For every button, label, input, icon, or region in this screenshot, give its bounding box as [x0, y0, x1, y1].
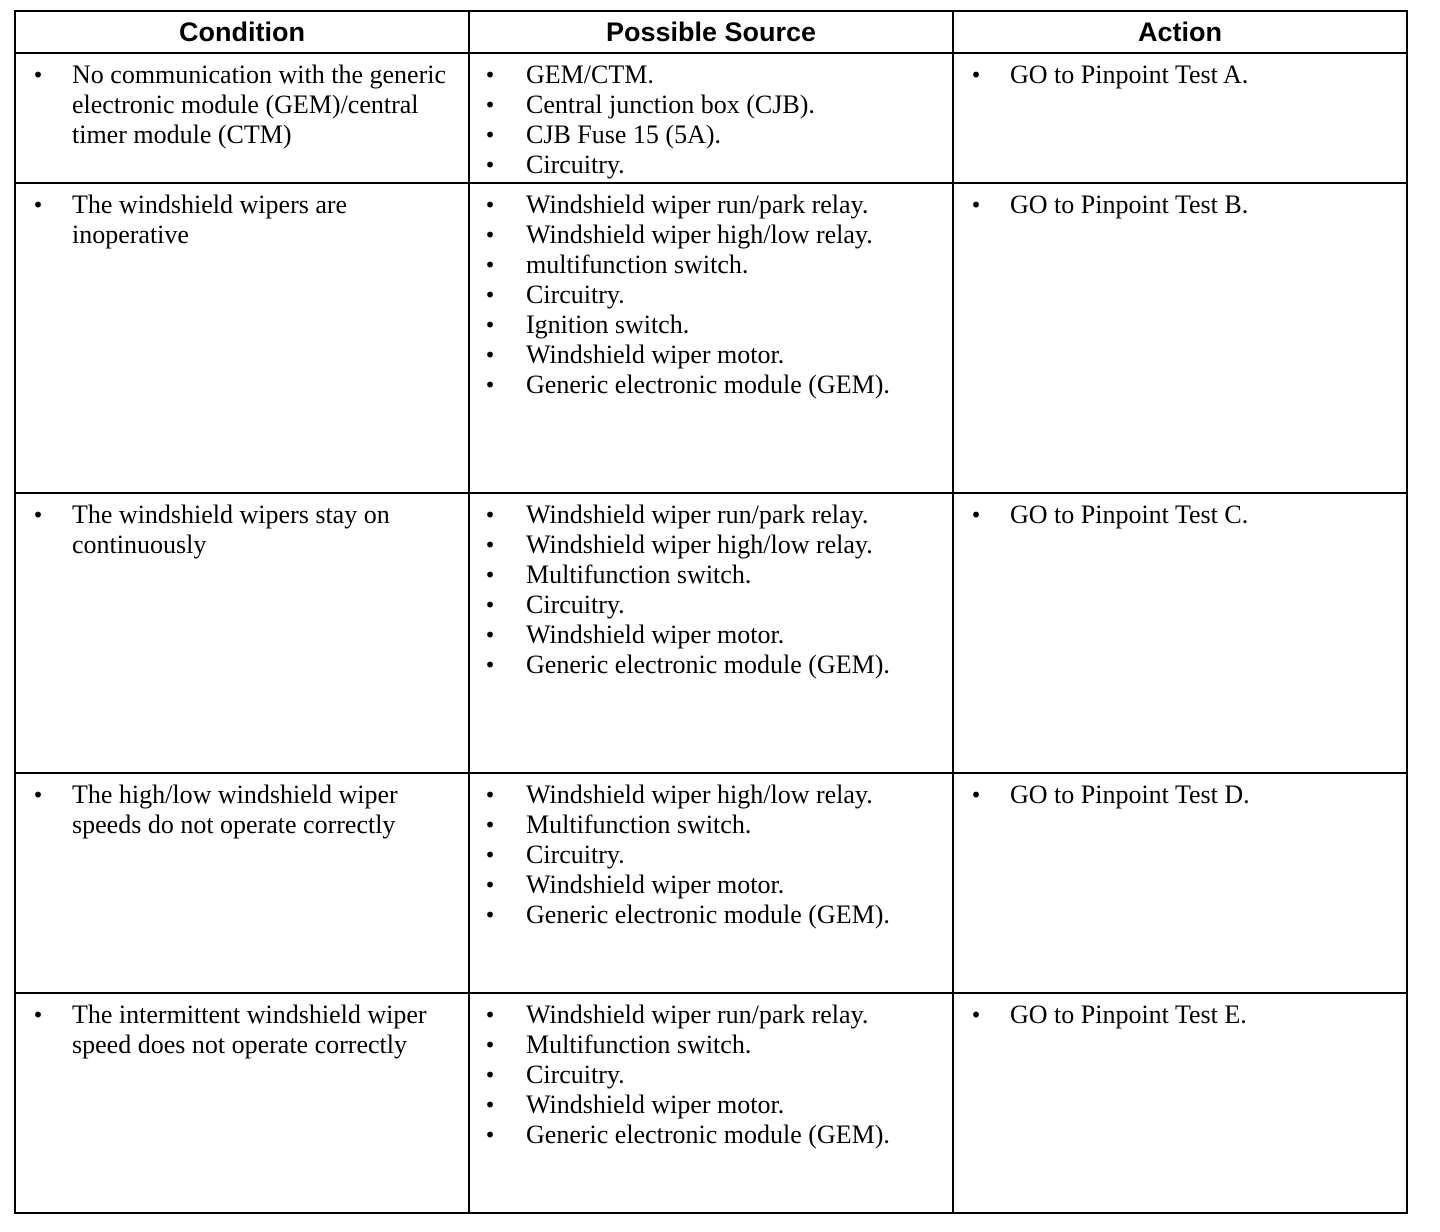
source-text: Ignition switch. — [526, 310, 690, 339]
table-row — [15, 993, 1407, 1213]
condition-text: The intermittent windshield wiper speed does not operate correctly — [72, 1000, 427, 1059]
bullet-icon: • — [32, 503, 44, 527]
bullet-icon: • — [484, 93, 496, 117]
list-item — [470, 1090, 944, 1120]
source-text: Circuitry. — [526, 590, 625, 619]
bullet-icon: • — [32, 783, 44, 807]
bullet-icon: • — [484, 903, 496, 927]
table-row — [15, 53, 1407, 183]
bullet-icon: • — [484, 623, 496, 647]
list-item — [470, 370, 944, 400]
possible-source-cell — [469, 993, 953, 1213]
list-item — [470, 810, 944, 840]
source-text: Circuitry. — [526, 840, 625, 869]
source-text: Circuitry. — [526, 1060, 625, 1089]
list-item — [470, 500, 944, 530]
list-item — [470, 530, 944, 560]
action-text: GO to Pinpoint Test B. — [1010, 190, 1249, 219]
list-item — [470, 840, 944, 870]
source-text: Windshield wiper high/low relay. — [526, 780, 873, 809]
bullet-icon: • — [484, 653, 496, 677]
source-text: CJB Fuse 15 (5A). — [526, 120, 722, 149]
source-text: Multifunction switch. — [526, 810, 752, 839]
bullet-icon: • — [484, 1033, 496, 1057]
source-text: Windshield wiper run/park relay. — [526, 190, 869, 219]
condition-text: The high/low windshield wiper speeds do not operate correctly — [72, 780, 398, 839]
header-action: Action — [953, 11, 1407, 53]
action-text: GO to Pinpoint Test E. — [1010, 1000, 1247, 1029]
bullet-icon: • — [484, 193, 496, 217]
bullet-icon: • — [484, 1003, 496, 1027]
list-item — [470, 150, 944, 180]
bullet-icon: • — [484, 123, 496, 147]
source-text: Windshield wiper motor. — [526, 1090, 785, 1119]
list-item — [470, 900, 944, 930]
source-text: Multifunction switch. — [526, 1030, 752, 1059]
condition-cell — [15, 493, 469, 773]
possible-source-cell — [469, 493, 953, 773]
condition-cell — [15, 53, 469, 183]
bullet-icon: • — [970, 503, 982, 527]
list-item — [954, 190, 1398, 220]
source-text: Central junction box (CJB). — [526, 90, 815, 119]
source-text: Generic electronic module (GEM). — [526, 900, 890, 929]
source-text: GEM/CTM. — [526, 60, 654, 89]
list-item — [954, 60, 1398, 90]
table-row — [15, 183, 1407, 493]
condition-cell — [15, 993, 469, 1213]
source-text: Windshield wiper motor. — [526, 340, 785, 369]
action-text: GO to Pinpoint Test A. — [1010, 60, 1249, 89]
source-text: multifunction switch. — [526, 250, 749, 279]
list-item — [470, 560, 944, 590]
list-item — [470, 310, 944, 340]
list-item — [16, 190, 460, 250]
list-item — [16, 60, 460, 150]
header-possible-source: Possible Source — [469, 11, 953, 53]
source-text: Generic electronic module (GEM). — [526, 650, 890, 679]
list-item — [16, 780, 460, 840]
bullet-icon: • — [484, 873, 496, 897]
source-text: Circuitry. — [526, 280, 625, 309]
bullet-icon: • — [484, 313, 496, 337]
source-text: Generic electronic module (GEM). — [526, 370, 890, 399]
bullet-icon: • — [484, 373, 496, 397]
bullet-icon: • — [484, 63, 496, 87]
bullet-icon: • — [970, 783, 982, 807]
list-item — [16, 500, 460, 560]
action-cell — [953, 183, 1407, 493]
action-cell — [953, 993, 1407, 1213]
possible-source-cell — [469, 183, 953, 493]
bullet-icon: • — [970, 1003, 982, 1027]
bullet-icon: • — [484, 843, 496, 867]
possible-source-cell — [469, 53, 953, 183]
list-item — [470, 1120, 944, 1150]
bullet-icon: • — [484, 253, 496, 277]
bullet-icon: • — [484, 593, 496, 617]
possible-source-cell — [469, 773, 953, 993]
list-item — [954, 500, 1398, 530]
header-condition: Condition — [15, 11, 469, 53]
bullet-icon: • — [484, 813, 496, 837]
source-text: Windshield wiper run/park relay. — [526, 1000, 869, 1029]
bullet-icon: • — [484, 503, 496, 527]
list-item — [470, 650, 944, 680]
list-item — [470, 780, 944, 810]
bullet-icon: • — [484, 783, 496, 807]
table-row — [15, 773, 1407, 993]
source-text: Circuitry. — [526, 150, 625, 179]
source-text: Windshield wiper motor. — [526, 620, 785, 649]
bullet-icon: • — [484, 153, 496, 177]
list-item — [470, 620, 944, 650]
bullet-icon: • — [32, 63, 44, 87]
list-item — [470, 250, 944, 280]
bullet-icon: • — [32, 193, 44, 217]
table-header-row — [15, 11, 1407, 53]
list-item — [470, 190, 944, 220]
source-text: Windshield wiper high/low relay. — [526, 530, 873, 559]
symptom-chart-table — [14, 10, 1408, 1214]
action-text: GO to Pinpoint Test D. — [1010, 780, 1250, 809]
source-text: Windshield wiper motor. — [526, 870, 785, 899]
action-text: GO to Pinpoint Test C. — [1010, 500, 1249, 529]
list-item — [470, 870, 944, 900]
bullet-icon: • — [32, 1003, 44, 1027]
diagnostic-table-sheet — [14, 10, 1406, 1214]
bullet-icon: • — [484, 223, 496, 247]
action-cell — [953, 493, 1407, 773]
bullet-icon: • — [484, 283, 496, 307]
action-cell — [953, 773, 1407, 993]
list-item — [470, 340, 944, 370]
list-item — [470, 90, 944, 120]
list-item — [470, 590, 944, 620]
list-item — [470, 60, 944, 90]
condition-cell — [15, 183, 469, 493]
list-item — [470, 220, 944, 250]
list-item — [470, 1000, 944, 1030]
bullet-icon: • — [484, 563, 496, 587]
condition-text: The windshield wipers stay on continuously — [72, 500, 390, 559]
condition-cell — [15, 773, 469, 993]
source-text: Multifunction switch. — [526, 560, 752, 589]
source-text: Windshield wiper run/park relay. — [526, 500, 869, 529]
condition-text: No communication with the generic electronic module (GEM)/central timer module (CTM) — [72, 60, 447, 149]
source-text: Generic electronic module (GEM). — [526, 1120, 890, 1149]
bullet-icon: • — [484, 1123, 496, 1147]
source-text: Windshield wiper high/low relay. — [526, 220, 873, 249]
list-item — [470, 280, 944, 310]
bullet-icon: • — [484, 533, 496, 557]
bullet-icon: • — [970, 63, 982, 87]
action-cell — [953, 53, 1407, 183]
bullet-icon: • — [484, 1063, 496, 1087]
list-item — [954, 780, 1398, 810]
list-item — [470, 1060, 944, 1090]
bullet-icon: • — [484, 343, 496, 367]
list-item — [470, 120, 944, 150]
bullet-icon: • — [484, 1093, 496, 1117]
table-row — [15, 493, 1407, 773]
list-item — [954, 1000, 1398, 1030]
bullet-icon: • — [970, 193, 982, 217]
condition-text: The windshield wipers are inoperative — [72, 190, 348, 249]
list-item — [470, 1030, 944, 1060]
list-item — [16, 1000, 460, 1060]
